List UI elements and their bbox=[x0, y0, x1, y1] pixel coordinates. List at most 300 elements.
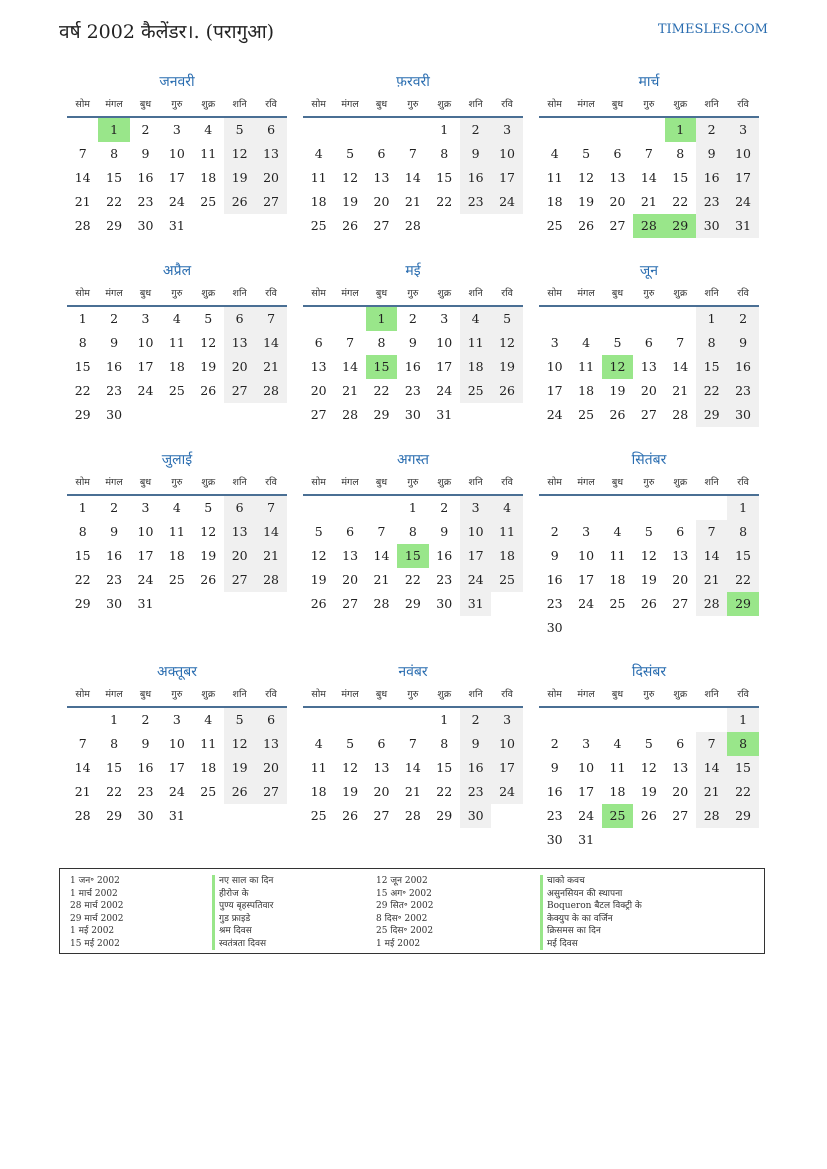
day-cell: 11 bbox=[200, 736, 217, 751]
day-cell: 24 bbox=[436, 383, 453, 398]
day-cell: 21 bbox=[640, 194, 657, 209]
month-11 bbox=[303, 660, 523, 828]
day-blank bbox=[67, 118, 98, 142]
day-cell: 11 bbox=[609, 548, 626, 563]
day-cell: 25 bbox=[200, 194, 217, 209]
day-cell: 22 bbox=[436, 194, 453, 209]
day-cell: 12 bbox=[342, 170, 359, 185]
day-cell: 25 bbox=[602, 804, 633, 828]
day-blank bbox=[161, 403, 192, 427]
day-cell: 15 bbox=[397, 544, 428, 568]
day-cell: 6 bbox=[676, 736, 685, 751]
month-name: मई bbox=[405, 263, 421, 279]
day-cell: 7 bbox=[377, 524, 386, 539]
days-grid bbox=[303, 496, 523, 616]
day-cell: 5 bbox=[346, 736, 355, 751]
day-cell: 30 bbox=[696, 214, 727, 238]
weekday-label: शुक्र bbox=[437, 477, 452, 488]
day-cell: 28 bbox=[74, 218, 91, 233]
weekday-label: बुध bbox=[375, 99, 388, 110]
day-cell: 23 bbox=[546, 808, 563, 823]
day-cell: 5 bbox=[346, 146, 355, 161]
day-cell: 17 bbox=[727, 166, 758, 190]
day-cell: 25 bbox=[578, 407, 595, 422]
day-cell: 29 bbox=[727, 592, 758, 616]
day-cell: 19 bbox=[310, 572, 327, 587]
weekday-label: मंगल bbox=[341, 288, 359, 299]
day-cell: 3 bbox=[550, 335, 559, 350]
day-cell: 15 bbox=[727, 544, 758, 568]
weekday-label: बुध bbox=[375, 288, 388, 299]
day-cell: 9 bbox=[141, 146, 150, 161]
days-grid bbox=[303, 118, 523, 238]
day-blank bbox=[255, 804, 286, 828]
weekday-label: रवि bbox=[265, 689, 277, 700]
day-blank bbox=[303, 496, 334, 520]
day-cell: 26 bbox=[609, 407, 626, 422]
day-blank bbox=[193, 804, 224, 828]
day-cell: 10 bbox=[491, 142, 522, 166]
weekday-label: मंगल bbox=[341, 477, 359, 488]
weekday-label: सोम bbox=[75, 689, 90, 700]
days-grid bbox=[539, 307, 759, 427]
day-cell: 23 bbox=[106, 572, 123, 587]
day-cell: 27 bbox=[373, 218, 390, 233]
day-cell: 17 bbox=[137, 548, 154, 563]
day-cell: 23 bbox=[137, 784, 154, 799]
day-cell: 11 bbox=[310, 170, 327, 185]
weekday-label: शुक्र bbox=[201, 288, 216, 299]
day-blank bbox=[570, 496, 601, 520]
day-cell: 5 bbox=[582, 146, 591, 161]
day-cell: 13 bbox=[342, 548, 359, 563]
day-cell: 29 bbox=[404, 596, 421, 611]
holiday-dates-col-1 bbox=[70, 875, 124, 950]
weekday-label: शनि bbox=[232, 477, 247, 488]
day-cell: 18 bbox=[460, 355, 491, 379]
holiday-date: 28 मार्च 2002 bbox=[70, 901, 124, 911]
month-name: नवंबर bbox=[398, 664, 428, 680]
day-cell: 28 bbox=[696, 804, 727, 828]
day-cell: 17 bbox=[546, 383, 563, 398]
day-cell: 27 bbox=[373, 808, 390, 823]
day-cell: 29 bbox=[373, 407, 390, 422]
day-cell: 18 bbox=[310, 194, 327, 209]
day-cell: 30 bbox=[460, 804, 491, 828]
day-cell: 1 bbox=[727, 708, 758, 732]
day-cell: 20 bbox=[609, 194, 626, 209]
day-cell: 1 bbox=[440, 122, 449, 137]
day-cell: 9 bbox=[460, 142, 491, 166]
day-cell: 3 bbox=[491, 708, 522, 732]
weekday-header bbox=[67, 94, 287, 118]
weekday-label: शनि bbox=[704, 99, 719, 110]
weekday-label: बुध bbox=[375, 689, 388, 700]
day-cell: 11 bbox=[310, 760, 327, 775]
holiday-dates-col-2 bbox=[376, 875, 433, 950]
day-cell: 27 bbox=[609, 218, 626, 233]
day-cell: 19 bbox=[224, 756, 255, 780]
day-cell: 21 bbox=[255, 355, 286, 379]
weekday-label: रवि bbox=[737, 288, 749, 299]
weekday-label: रवि bbox=[737, 477, 749, 488]
day-cell: 31 bbox=[578, 832, 595, 847]
day-cell: 8 bbox=[377, 335, 386, 350]
day-cell: 20 bbox=[310, 383, 327, 398]
day-blank bbox=[696, 708, 727, 732]
day-cell: 26 bbox=[224, 190, 255, 214]
day-cell: 26 bbox=[342, 218, 359, 233]
day-blank bbox=[397, 118, 428, 142]
day-cell: 27 bbox=[255, 780, 286, 804]
day-cell: 12 bbox=[640, 760, 657, 775]
day-cell: 12 bbox=[200, 335, 217, 350]
day-cell: 26 bbox=[310, 596, 327, 611]
weekday-label: मंगल bbox=[105, 99, 123, 110]
day-cell: 14 bbox=[672, 359, 689, 374]
weekday-header bbox=[539, 472, 759, 496]
day-cell: 22 bbox=[404, 572, 421, 587]
day-cell: 7 bbox=[346, 335, 355, 350]
day-cell: 16 bbox=[546, 784, 563, 799]
day-blank bbox=[539, 118, 570, 142]
month-7 bbox=[67, 448, 287, 616]
day-cell: 2 bbox=[550, 524, 559, 539]
day-cell: 31 bbox=[460, 592, 491, 616]
day-cell: 18 bbox=[578, 383, 595, 398]
day-cell: 29 bbox=[436, 808, 453, 823]
holiday-date: 15 मई 2002 bbox=[70, 938, 120, 949]
day-cell: 27 bbox=[342, 596, 359, 611]
day-blank bbox=[303, 708, 334, 732]
day-cell: 4 bbox=[613, 736, 622, 751]
day-cell: 15 bbox=[696, 355, 727, 379]
day-blank bbox=[633, 616, 664, 640]
day-cell: 8 bbox=[696, 331, 727, 355]
day-cell: 17 bbox=[168, 760, 185, 775]
day-cell: 21 bbox=[373, 572, 390, 587]
holiday-date: 25 दिस॰ 2002 bbox=[376, 926, 434, 936]
day-cell: 16 bbox=[137, 170, 154, 185]
weekday-label: शुक्र bbox=[201, 477, 216, 488]
day-cell: 12 bbox=[224, 732, 255, 756]
day-cell: 27 bbox=[224, 379, 255, 403]
day-cell: 7 bbox=[676, 335, 685, 350]
day-cell: 22 bbox=[727, 780, 758, 804]
day-blank bbox=[633, 708, 664, 732]
day-cell: 28 bbox=[255, 568, 286, 592]
day-blank bbox=[130, 403, 161, 427]
holiday-name: स्वतंत्रता दिवस bbox=[212, 938, 273, 951]
day-cell: 24 bbox=[578, 808, 595, 823]
day-cell: 22 bbox=[74, 383, 91, 398]
day-cell: 14 bbox=[404, 170, 421, 185]
day-cell: 24 bbox=[491, 190, 522, 214]
day-cell: 10 bbox=[168, 146, 185, 161]
holiday-list bbox=[59, 868, 765, 954]
day-cell: 1 bbox=[440, 712, 449, 727]
month-name: अक्तूबर bbox=[157, 664, 197, 680]
day-cell: 12 bbox=[491, 331, 522, 355]
day-cell: 6 bbox=[377, 146, 386, 161]
day-cell: 16 bbox=[460, 166, 491, 190]
day-cell: 22 bbox=[727, 568, 758, 592]
day-cell: 10 bbox=[491, 732, 522, 756]
day-cell: 13 bbox=[310, 359, 327, 374]
day-blank bbox=[491, 403, 522, 427]
weekday-label: मंगल bbox=[577, 689, 595, 700]
day-cell: 25 bbox=[310, 218, 327, 233]
day-cell: 20 bbox=[255, 166, 286, 190]
day-cell: 6 bbox=[255, 118, 286, 142]
month-2 bbox=[303, 70, 523, 238]
holiday-names-col-1 bbox=[212, 875, 273, 950]
holiday-name: Boqueron बैटल विक्ट्री के bbox=[540, 900, 642, 913]
month-12 bbox=[539, 660, 759, 852]
weekday-label: बुध bbox=[139, 99, 152, 110]
day-cell: 31 bbox=[137, 596, 154, 611]
day-cell: 23 bbox=[137, 194, 154, 209]
day-cell: 15 bbox=[106, 760, 123, 775]
weekday-label: शनि bbox=[232, 288, 247, 299]
day-cell: 1 bbox=[78, 500, 87, 515]
day-cell: 8 bbox=[408, 524, 417, 539]
days-grid bbox=[539, 708, 759, 852]
day-cell: 1 bbox=[78, 311, 87, 326]
day-cell: 14 bbox=[696, 544, 727, 568]
day-cell: 10 bbox=[137, 335, 154, 350]
day-cell: 6 bbox=[255, 708, 286, 732]
day-cell: 21 bbox=[255, 544, 286, 568]
day-cell: 22 bbox=[74, 572, 91, 587]
day-cell: 24 bbox=[727, 190, 758, 214]
weekday-label: मंगल bbox=[105, 477, 123, 488]
day-cell: 16 bbox=[460, 756, 491, 780]
day-blank bbox=[429, 214, 460, 238]
day-cell: 10 bbox=[168, 736, 185, 751]
day-cell: 1 bbox=[408, 500, 417, 515]
day-blank bbox=[570, 708, 601, 732]
day-cell: 6 bbox=[676, 524, 685, 539]
day-cell: 14 bbox=[74, 760, 91, 775]
day-cell: 25 bbox=[310, 808, 327, 823]
day-cell: 6 bbox=[613, 146, 622, 161]
day-cell: 3 bbox=[172, 712, 181, 727]
day-cell: 3 bbox=[440, 311, 449, 326]
weekday-label: गुरु bbox=[407, 288, 419, 299]
day-blank bbox=[602, 496, 633, 520]
day-cell: 13 bbox=[373, 170, 390, 185]
day-cell: 20 bbox=[342, 572, 359, 587]
day-cell: 8 bbox=[110, 736, 119, 751]
day-cell: 12 bbox=[578, 170, 595, 185]
day-cell: 9 bbox=[110, 335, 119, 350]
day-blank bbox=[727, 616, 758, 640]
day-cell: 30 bbox=[727, 403, 758, 427]
day-cell: 12 bbox=[640, 548, 657, 563]
month-name: फ़रवरी bbox=[396, 74, 430, 90]
weekday-label: शनि bbox=[468, 99, 483, 110]
day-cell: 26 bbox=[224, 780, 255, 804]
day-cell: 30 bbox=[546, 832, 563, 847]
day-cell: 4 bbox=[314, 146, 323, 161]
day-cell: 31 bbox=[727, 214, 758, 238]
day-cell: 22 bbox=[436, 784, 453, 799]
month-name: जनवरी bbox=[159, 74, 195, 90]
day-cell: 30 bbox=[404, 407, 421, 422]
day-cell: 2 bbox=[460, 118, 491, 142]
day-cell: 13 bbox=[373, 760, 390, 775]
day-blank bbox=[633, 307, 664, 331]
weekday-label: बुध bbox=[139, 288, 152, 299]
day-blank bbox=[397, 708, 428, 732]
weekday-header bbox=[539, 94, 759, 118]
month-8 bbox=[303, 448, 523, 616]
day-cell: 7 bbox=[644, 146, 653, 161]
day-cell: 13 bbox=[672, 548, 689, 563]
day-cell: 25 bbox=[609, 596, 626, 611]
day-cell: 2 bbox=[141, 712, 150, 727]
day-cell: 23 bbox=[546, 596, 563, 611]
day-blank bbox=[602, 708, 633, 732]
day-cell: 15 bbox=[672, 170, 689, 185]
weekday-label: शनि bbox=[232, 99, 247, 110]
day-cell: 27 bbox=[224, 568, 255, 592]
day-cell: 23 bbox=[404, 383, 421, 398]
weekday-label: शुक्र bbox=[673, 99, 688, 110]
month-name: जुलाई bbox=[161, 452, 193, 468]
weekday-label: रवि bbox=[501, 689, 513, 700]
day-cell: 6 bbox=[224, 307, 255, 331]
weekday-label: सोम bbox=[311, 288, 326, 299]
day-cell: 10 bbox=[460, 520, 491, 544]
day-blank bbox=[334, 118, 365, 142]
day-cell: 28 bbox=[74, 808, 91, 823]
weekday-header bbox=[67, 684, 287, 708]
holiday-date: 29 सित॰ 2002 bbox=[376, 901, 434, 911]
day-cell: 15 bbox=[74, 548, 91, 563]
holiday-date: 12 जून 2002 bbox=[376, 876, 428, 886]
day-cell: 4 bbox=[204, 712, 213, 727]
site-link[interactable]: TIMESLES.COM bbox=[657, 22, 768, 37]
day-blank bbox=[665, 307, 696, 331]
day-cell: 2 bbox=[141, 122, 150, 137]
day-blank bbox=[334, 496, 365, 520]
month-3 bbox=[539, 70, 759, 238]
day-cell: 11 bbox=[460, 331, 491, 355]
day-blank bbox=[665, 828, 696, 852]
day-cell: 13 bbox=[640, 359, 657, 374]
day-cell: 26 bbox=[200, 383, 217, 398]
day-cell: 3 bbox=[582, 736, 591, 751]
month-name: जून bbox=[639, 263, 659, 279]
day-cell: 12 bbox=[602, 355, 633, 379]
day-cell: 17 bbox=[436, 359, 453, 374]
days-grid bbox=[303, 307, 523, 427]
weekday-label: गुरु bbox=[407, 99, 419, 110]
day-cell: 28 bbox=[404, 808, 421, 823]
day-cell: 12 bbox=[224, 142, 255, 166]
day-cell: 30 bbox=[137, 218, 154, 233]
day-blank bbox=[460, 214, 491, 238]
day-cell: 11 bbox=[546, 170, 563, 185]
holiday-date: 1 जन॰ 2002 bbox=[70, 876, 120, 886]
day-blank bbox=[193, 214, 224, 238]
day-cell: 13 bbox=[255, 142, 286, 166]
day-cell: 9 bbox=[550, 760, 559, 775]
day-cell: 24 bbox=[460, 568, 491, 592]
day-cell: 7 bbox=[78, 736, 87, 751]
day-cell: 1 bbox=[727, 496, 758, 520]
day-cell: 24 bbox=[168, 194, 185, 209]
day-cell: 6 bbox=[346, 524, 355, 539]
day-cell: 28 bbox=[342, 407, 359, 422]
day-cell: 20 bbox=[672, 784, 689, 799]
days-grid bbox=[67, 708, 287, 828]
day-cell: 5 bbox=[204, 311, 213, 326]
day-cell: 20 bbox=[640, 383, 657, 398]
weekday-label: बुध bbox=[611, 99, 624, 110]
day-cell: 4 bbox=[314, 736, 323, 751]
holiday-name: केक्युप के का वर्जिन bbox=[540, 913, 642, 926]
weekday-label: शनि bbox=[704, 477, 719, 488]
day-cell: 28 bbox=[633, 214, 664, 238]
weekday-label: मंगल bbox=[105, 288, 123, 299]
weekday-label: मंगल bbox=[341, 99, 359, 110]
weekday-label: रवि bbox=[501, 288, 513, 299]
day-blank bbox=[727, 828, 758, 852]
weekday-label: मंगल bbox=[577, 477, 595, 488]
day-cell: 16 bbox=[106, 359, 123, 374]
day-blank bbox=[696, 828, 727, 852]
holiday-date: 15 अग॰ 2002 bbox=[376, 888, 432, 899]
day-blank bbox=[602, 307, 633, 331]
day-cell: 17 bbox=[491, 166, 522, 190]
day-cell: 16 bbox=[727, 355, 758, 379]
day-cell: 27 bbox=[255, 190, 286, 214]
page-title: वर्ष 2002 कैलेंडर।. (परागुआ) bbox=[59, 21, 275, 43]
day-cell: 26 bbox=[578, 218, 595, 233]
day-cell: 21 bbox=[404, 784, 421, 799]
day-cell: 31 bbox=[168, 808, 185, 823]
day-cell: 31 bbox=[168, 218, 185, 233]
holiday-name: हीरोज के bbox=[212, 888, 273, 901]
day-blank bbox=[224, 214, 255, 238]
day-blank bbox=[334, 307, 365, 331]
day-blank bbox=[665, 616, 696, 640]
weekday-label: शनि bbox=[704, 689, 719, 700]
weekday-label: शुक्र bbox=[437, 99, 452, 110]
weekday-label: गुरु bbox=[643, 99, 655, 110]
weekday-label: बुध bbox=[375, 477, 388, 488]
weekday-label: शनि bbox=[704, 288, 719, 299]
day-cell: 17 bbox=[491, 756, 522, 780]
day-blank bbox=[491, 804, 522, 828]
day-cell: 22 bbox=[696, 379, 727, 403]
weekday-label: सोम bbox=[547, 477, 562, 488]
day-cell: 23 bbox=[436, 572, 453, 587]
weekday-label: मंगल bbox=[577, 288, 595, 299]
holiday-name: श्रम दिवस bbox=[212, 925, 273, 938]
day-cell: 20 bbox=[224, 544, 255, 568]
weekday-label: सोम bbox=[547, 288, 562, 299]
day-cell: 17 bbox=[168, 170, 185, 185]
day-cell: 18 bbox=[609, 572, 626, 587]
month-5 bbox=[303, 259, 523, 427]
day-cell: 4 bbox=[582, 335, 591, 350]
month-name: सितंबर bbox=[631, 452, 667, 468]
weekday-label: रवि bbox=[737, 99, 749, 110]
